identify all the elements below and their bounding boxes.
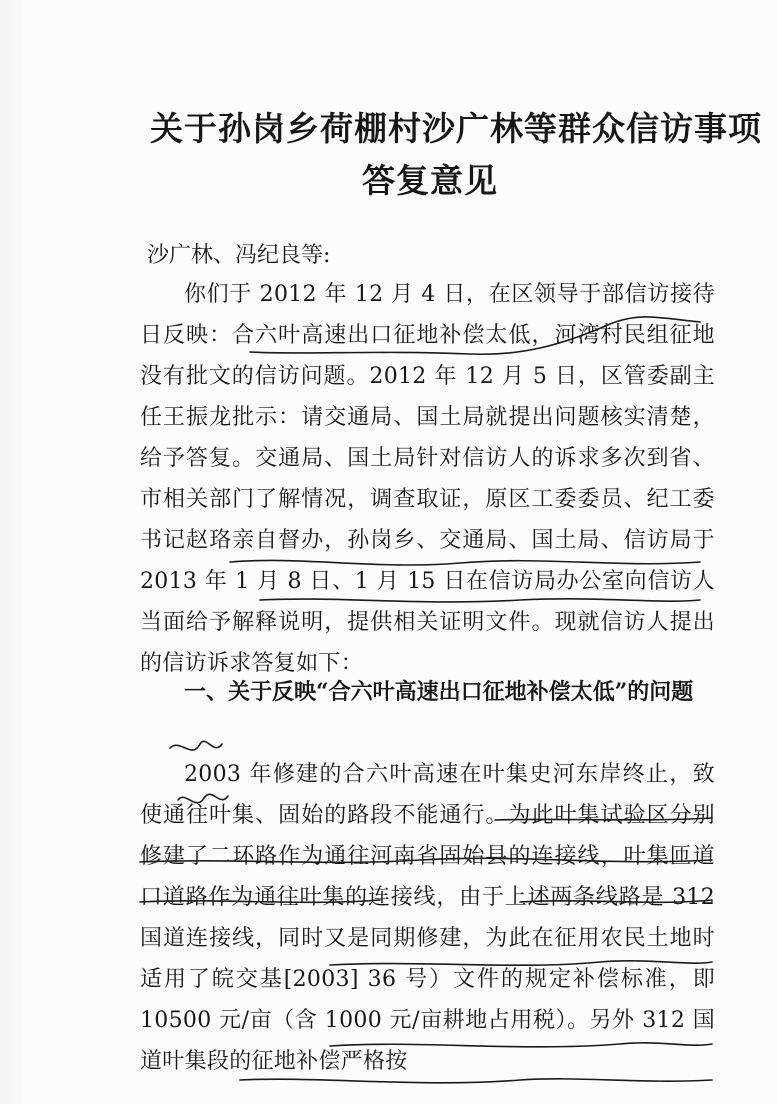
section-heading-1: 一、关于反映“合六叶高速出口征地补偿太低”的问题: [184, 679, 694, 705]
salutation: 沙广林、冯纪良等:: [147, 243, 331, 268]
body-paragraph-1: 你们于 2012 年 12 月 4 日，在区领导于部信访接待日反映：合六叶高速出口征地补偿太低，河湾村民组征地没有批文的信访问题。2012 年 12 月 5 日，区管委副主任王振龙批示：请交通局、国土局就提出问题核实清楚，给予答复。交通局、国土局针对信访人的诉求多次到省、市相关部门了解情况，调查取证，原区工委委员、纪工委书记赵珞亲自督办，孙岗乡、交通局、国土局、信访局于 2013 年 1 月 8 日、1 月 15 日在信访局办公室向信访人当面给予解释说明，提供相关证明文件。现就信访人提出的信访诉求答复如下：: [140, 282, 715, 676]
scan-edge: [0, 0, 22, 1104]
title-line-1: 关于孙岗乡荷棚村沙广林等群众信访事项: [150, 109, 762, 148]
body-paragraph-2: 2003 年修建的合六叶高速在叶集史河东岸终止，致使通往叶集、固始的路段不能通行。为此叶集试验区分别修建了二环路作为通往河南省固始县的连接线，叶集匝道口道路作为通往叶集的连接线，由于上述两条线路是 312 国道连接线，同时又是同期修建，为此在征用农民土地时适用了皖交基[2003] 36 号）文件的规定补偿标准，即 10500 元/亩（含 1000 元/亩耕地占用税）。另外 312 国道叶集段的征地补偿严格按: [140, 762, 715, 1074]
title-line-2: 答复意见: [362, 161, 498, 200]
document-title: [150, 103, 762, 207]
pen-scribble-1: [170, 741, 222, 750]
